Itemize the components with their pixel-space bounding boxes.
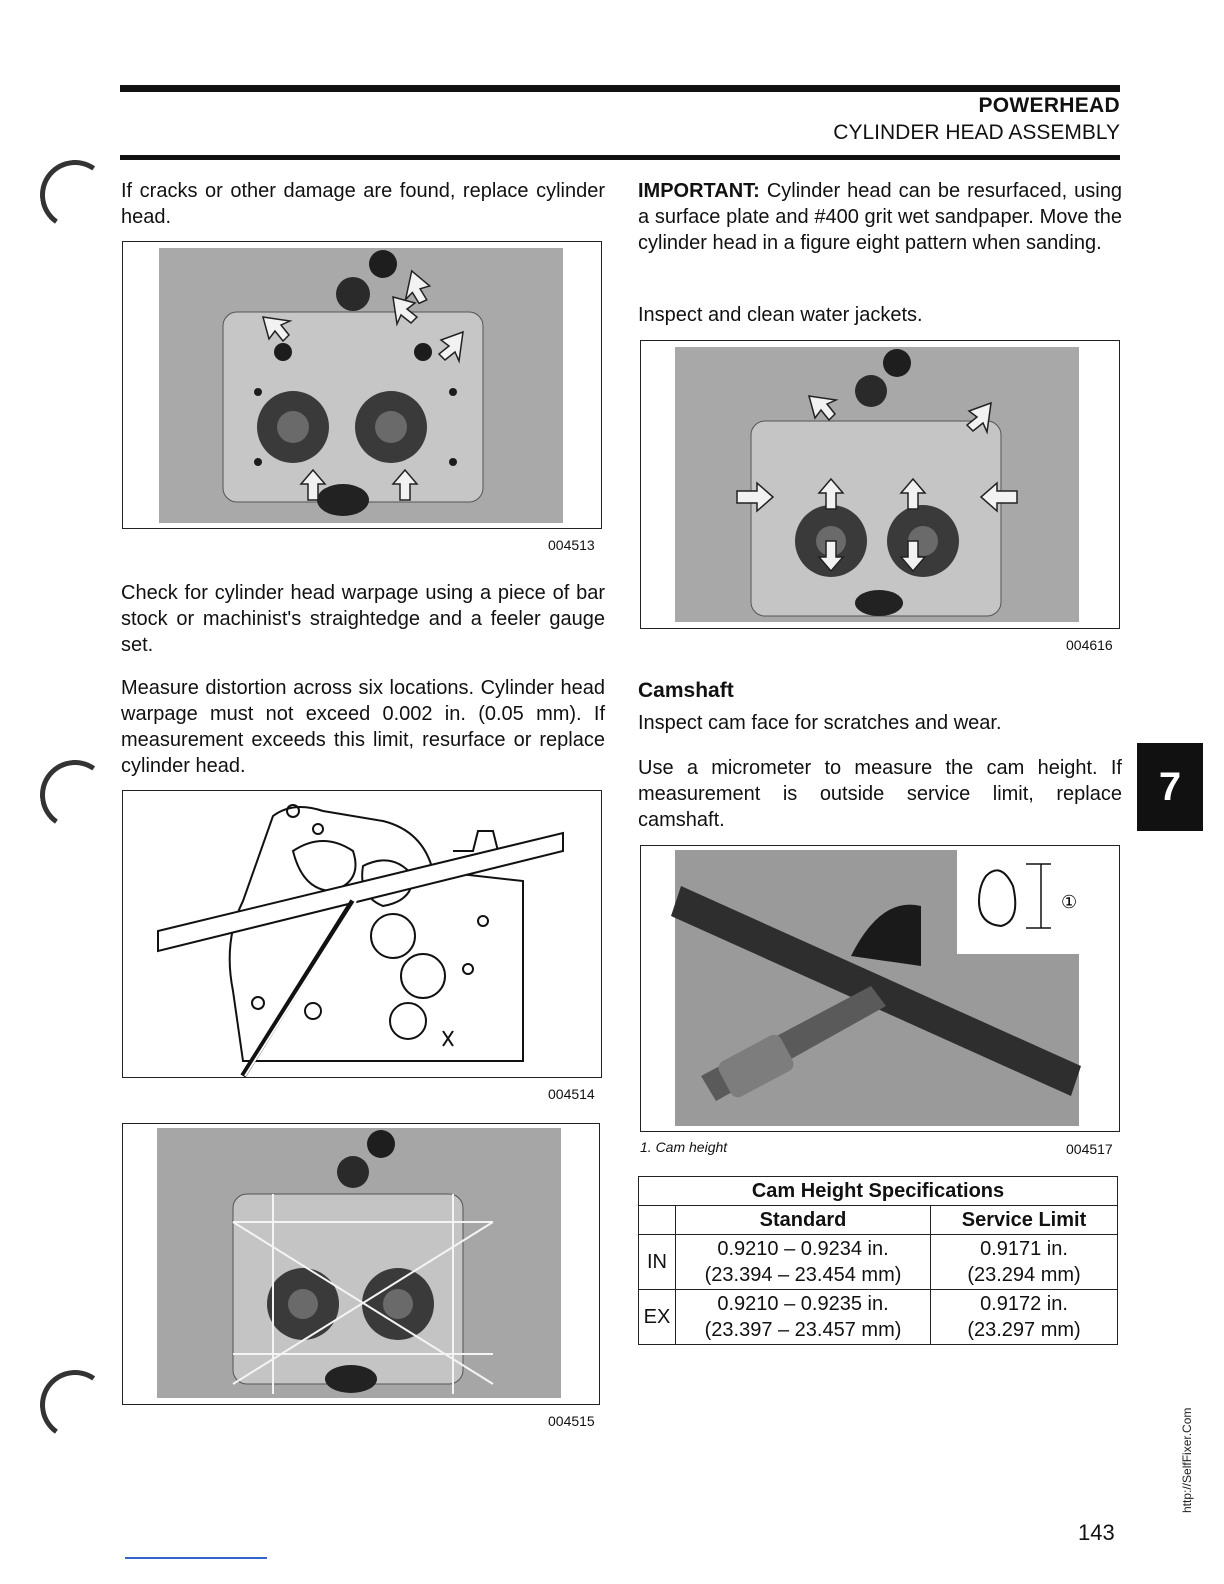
figure-caption-cam-height: 1. Cam height: [640, 1139, 728, 1155]
subsection-title: CYLINDER HEAD ASSEMBLY: [833, 121, 1120, 144]
paragraph-check-warpage: Check for cylinder head warpage using a piece of bar stock or machinist's straightedge and a feeler gauge set.: [121, 582, 605, 656]
important-text: Cylinder head can be resurfaced, using a surface plate and #400 grit wet sandpaper. Move the cylinder head in a figure eight pattern when sanding.: [638, 180, 1122, 254]
figure-water-jackets: [640, 340, 1120, 629]
cylinder-head-photo-2: [123, 1124, 599, 1404]
spec-value: (23.297 mm): [967, 1319, 1081, 1341]
important-note: [638, 178, 1122, 256]
spec-value: (23.397 – 23.457 mm): [704, 1319, 902, 1341]
camshaft-heading: Camshaft: [638, 679, 734, 702]
watermark-text: http://SelfFixer.Com: [1180, 1407, 1194, 1513]
figure-six-locations: [122, 1123, 600, 1405]
figure-number-1: 004513: [548, 537, 595, 553]
paragraph-micrometer: Use a micrometer to measure the cam height. If measurement is outside service limit, replace camshaft.: [638, 757, 1122, 831]
section-title: POWERHEAD: [978, 94, 1120, 117]
spec-value: (23.394 – 23.454 mm): [704, 1264, 902, 1286]
figure-straightedge: [122, 790, 602, 1078]
paragraph-measure-distortion: Measure distortion across six locations. Cylinder head warpage must not exceed 0.002 in. (0.05 mm). If measurement exceeds this limit, resurface or replace cylinder head.: [121, 677, 605, 777]
figure-cracks: [122, 241, 602, 529]
table-row: [639, 1290, 1118, 1345]
spec-value: 0.9172 in.: [980, 1293, 1068, 1315]
spec-standard-cell: [676, 1290, 931, 1345]
paragraph-inspect-water-jackets: Inspect and clean water jackets.: [638, 304, 923, 326]
spec-corner-cell: [639, 1206, 676, 1235]
figure-number-3: 004515: [548, 1413, 595, 1429]
header-rule-top: [120, 85, 1120, 92]
cylinder-head-photo-3: [641, 341, 1119, 628]
cam-height-spec-table: [638, 1176, 1118, 1345]
page-number: 143: [1078, 1520, 1115, 1545]
camshaft-micrometer-photo: [641, 846, 1119, 1131]
chapter-tab: 7: [1137, 743, 1203, 831]
cylinder-head-photo-1: [123, 242, 601, 528]
spec-row-label: EX: [639, 1290, 676, 1345]
paragraph-replace-head: If cracks or other damage are found, replace cylinder head.: [121, 180, 605, 228]
footer-link-underline: [125, 1557, 267, 1559]
watermark: [1178, 1385, 1198, 1515]
spec-value: 0.9210 – 0.9234 in.: [717, 1238, 889, 1260]
spec-col-limit: Service Limit: [931, 1206, 1118, 1235]
figure-number-2: 004514: [548, 1086, 595, 1102]
paragraph-inspect-cam: Inspect cam face for scratches and wear.: [638, 712, 1002, 734]
spec-standard-cell: [676, 1235, 931, 1290]
spec-limit-cell: [931, 1290, 1118, 1345]
spec-table-title: Cam Height Specifications: [639, 1177, 1118, 1206]
cam-height-callout: ①: [1061, 892, 1078, 913]
spec-row-label: IN: [639, 1235, 676, 1290]
spec-value: (23.294 mm): [967, 1264, 1081, 1286]
straightedge-drawing: [123, 791, 601, 1077]
figure-number-4: 004616: [1066, 637, 1113, 653]
table-row: [639, 1235, 1118, 1290]
binder-hole-top: [34, 154, 115, 235]
header-rule-bottom: [120, 155, 1120, 160]
figure-number-5: 004517: [1066, 1141, 1113, 1157]
binder-hole-bottom: [34, 1364, 115, 1445]
important-label: IMPORTANT:: [638, 180, 760, 202]
figure-cam-height: [640, 845, 1120, 1132]
binder-hole-middle: [34, 754, 115, 835]
spec-col-standard: Standard: [676, 1206, 931, 1235]
spec-value: 0.9210 – 0.9235 in.: [717, 1293, 889, 1315]
spec-limit-cell: [931, 1235, 1118, 1290]
spec-value: 0.9171 in.: [980, 1238, 1068, 1260]
